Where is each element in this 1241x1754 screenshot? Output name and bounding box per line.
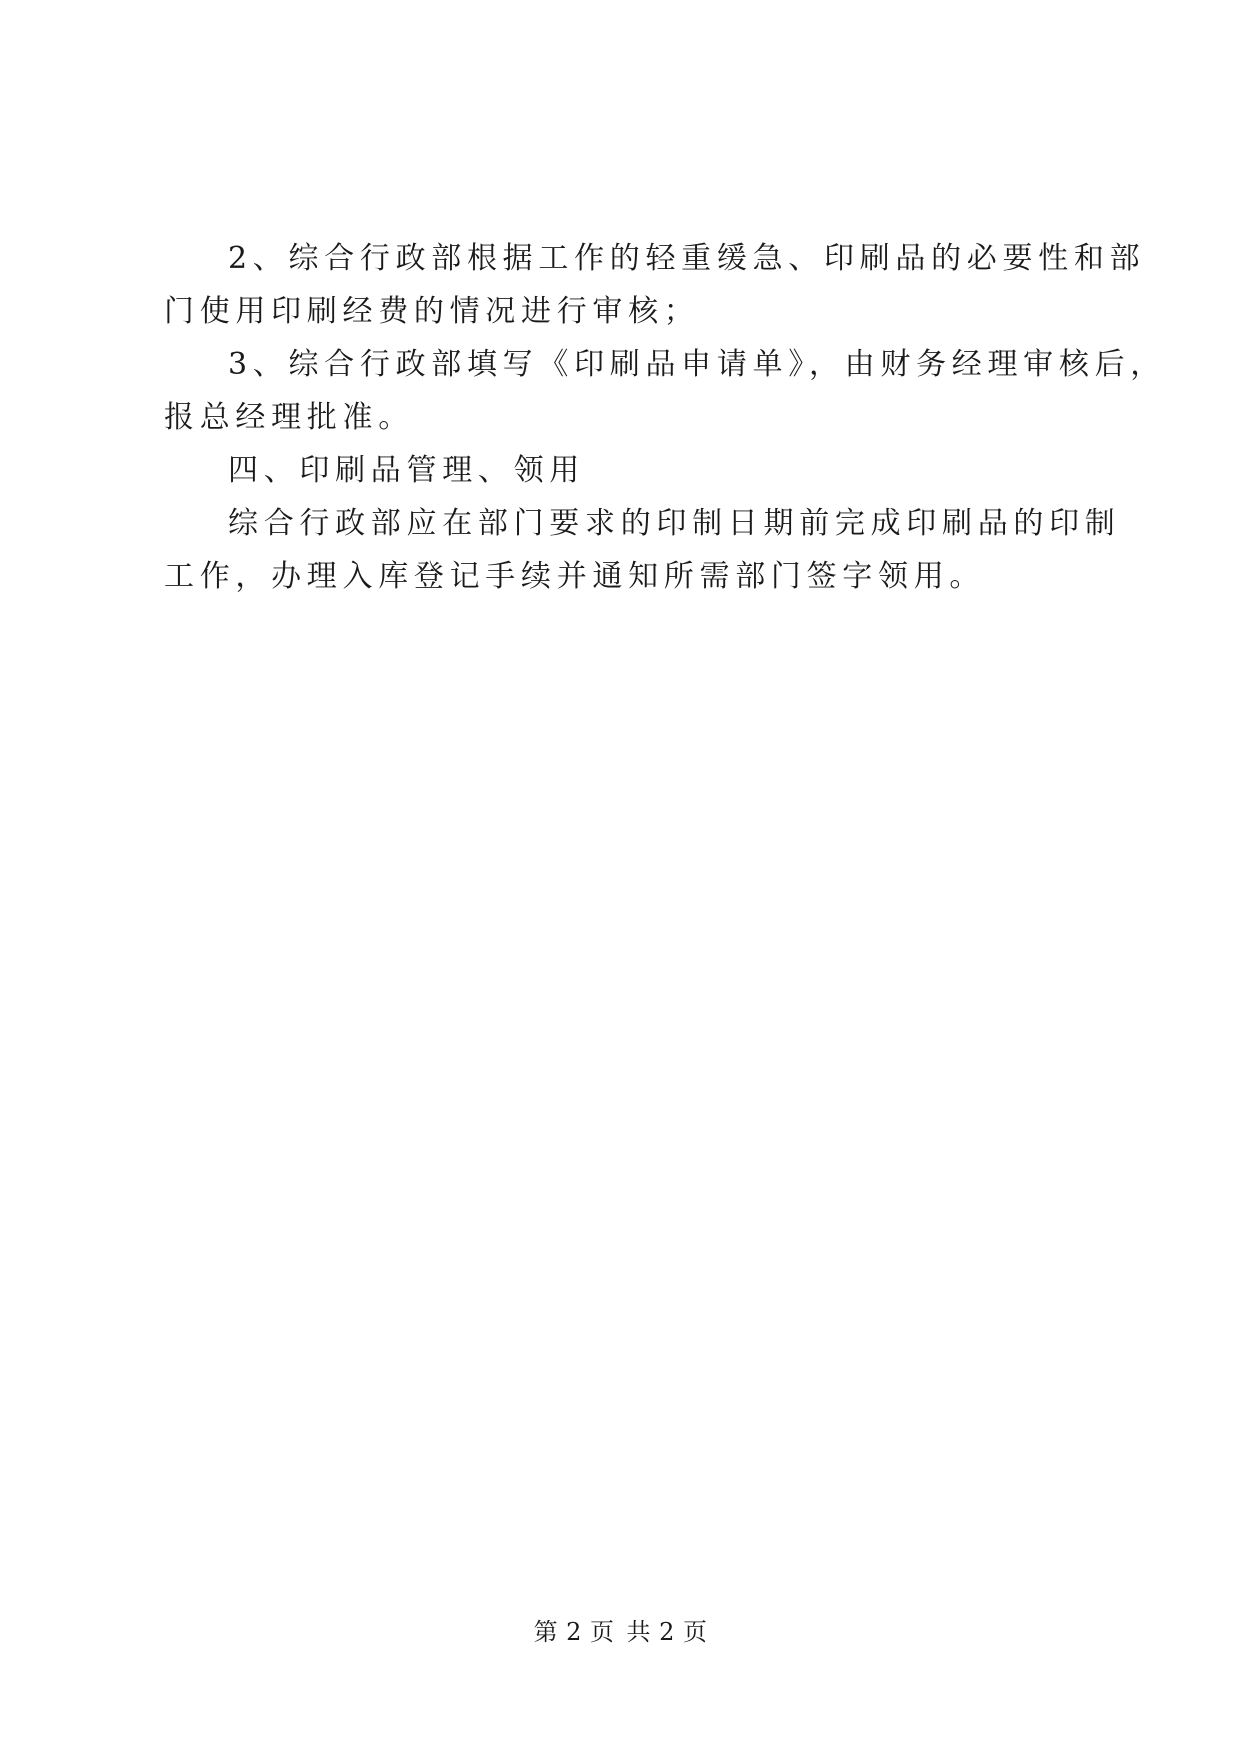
paragraph-section-4-line-1: 综合行政部应在部门要求的印制日期前完成印刷品的印制: [228, 506, 1121, 541]
paragraph-item-2-line-1: 2、综合行政部根据工作的轻重缓急、印刷品的必要性和部: [228, 241, 1146, 276]
paragraph-section-4-line-2: 工作，办理入库登记手续并通知所需部门签字领用。: [164, 559, 986, 594]
document-body: [164, 232, 1166, 603]
page-total: 共 2 页: [626, 1618, 708, 1646]
section-heading-4: 四、印刷品管理、领用: [228, 453, 585, 488]
paragraph-item-2-line-2: 门使用印刷经费的情况进行审核；: [164, 294, 700, 329]
page-footer: [0, 1612, 1241, 1647]
paragraph-item-3-line-1: 3、综合行政部填写《印刷品申请单》，由财务经理审核后，: [228, 347, 1166, 382]
paragraph-item-3-line-2: 报总经理批准。: [164, 400, 414, 435]
page-number: 第 2 页: [533, 1618, 615, 1646]
